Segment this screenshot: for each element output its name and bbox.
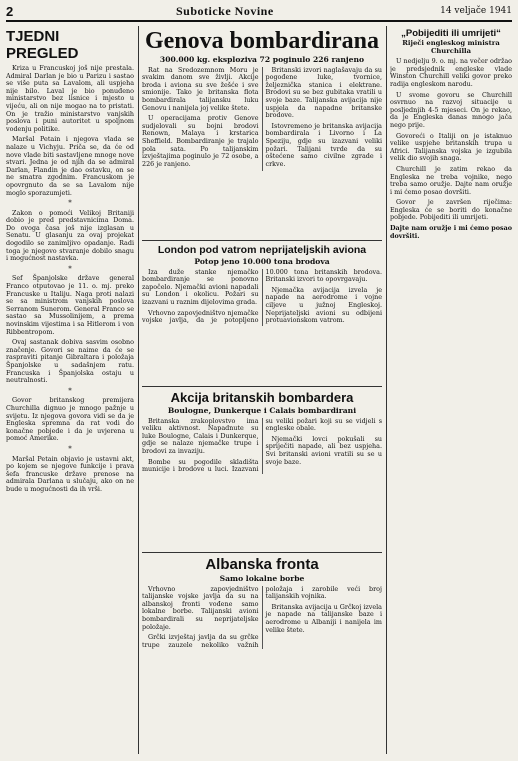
article-paragraph: Istovremeno je britanska avijacija bombardirala i Livorno i La Speziju, gdje su izazvani veliki požari. Talijani tvrde da su oštećene samo civilne zgrade i crkve.	[265, 121, 382, 168]
article-paragraph: Govoreći o Italiji on je istaknuo velike uspjehe britanskih trupa u Africi. Talijanska vojska je izgubila velik dio svojih snaga.	[390, 131, 512, 163]
article-paragraph: Zakon o pomoći Velikoj Britaniji dobio je pred predstavnicima Doma. Do ovoga časa još nije izglasan u Senatu. U glasanju za ovaj projekat dogodilo se zanimljivo opadanje. Radi toga je njegovo stvaranje dobilo snagu i mogućnost nastavka.	[6, 208, 134, 263]
article-paragraph: Sef Španjolske države general Franco otputovao je 11. o. mj. preko Francuske u Italiju. Naga proti nalazi se sa ministrom vanjskih poslova Serranom Sunerom. General Franco se sastao sa Mussolinijem, a prema novinskim vijestima i sa Hitlerom i von Ribbentropom.	[6, 274, 134, 336]
london-headline: London pod vatrom neprijateljskih aviona	[157, 244, 367, 256]
weekly-review-title: TJEDNI PREGLED	[6, 28, 79, 62]
akcija-article	[142, 390, 382, 550]
genova-headline: Genova bombardirana	[144, 28, 380, 54]
article-paragraph: Govor britanskog premijera Churchilla dignuo je mnogo pažnje u svijetu. Iz njegova govora vidi se da je Engleska spremna da rat vodi do konačne pobjede i da je uvjerena u pomoć Amerike.	[6, 396, 134, 443]
article-paragraph: Grčki izvještaj javlja da su grčke trupe zauzele nekoliko važnih položaja i zarobile veći broj talijanskih vojnika.	[142, 584, 382, 649]
genova-body	[142, 67, 382, 172]
article-paragraph: Rat na Sredozemnom Moru je svakim danom sve življi. Akcije broda i aviona su sve žešće i sve smionije. Tako je britanska flota bombardirala talijansku luku Genovu i nanijela joj velike štete.	[142, 65, 259, 112]
article-paragraph: Churchill je zatim rekao da Engleska ne treba vojnike, nego treba samo oružje. Dajte nam oružje i mi ćemo posao dovršiti.	[390, 164, 512, 196]
london-article	[142, 244, 382, 384]
article-paragraph: U operacijama protiv Genove sudjelovali su bojni brodovi Renown, Malaya i krstarica Sheffield. Bombardiranje je trajalo pola sata. Po talijanskim izvještajima poginulo je 72 osobe, a 226 je ranjeno.	[142, 114, 259, 168]
paper-name: Suboticke Novine	[176, 4, 274, 18]
article-paragraph: Bombe su pogodile skladišta municije i brodove u luci. Izazvani su veliki požari koji su se vidjeli s engleske obale.	[142, 416, 382, 474]
article-paragraph: Britanski izvori naglašavaju da su pogođene luke, tvornice, željeznička stanica i elektrane. Brodovi su se bez gubitaka vratili u svoje baze. Talijanska avijacija nije uspjela da napadne britanske brodove.	[265, 65, 382, 120]
article-paragraph: U nedjelju 9. o. mj. na večer održao je predsjednik engleske vlade Winston Churchill veliki govor preko radija engleskom narodu.	[390, 57, 512, 88]
right-column	[390, 28, 512, 756]
divider	[142, 552, 382, 553]
article-paragraph: Maršal Petain objavio je ustavni akt, po kojem se njegove funkcije i prava šefa francuske države prenose na admirala Darlana u slučaju, ako on ne bude u mogućnosti da ih vrši.	[6, 454, 134, 493]
article-paragraph: Njemačka avijacija izvela je napade na aerodrome i vojne ciljeve u južnoj Engleskoj. Neprijateljski avioni su odbijeni protuavionskom vatrom.	[265, 285, 382, 325]
churchill-subheadline: Riječi engleskog ministra Churchilla	[402, 39, 500, 55]
article-paragraph: Maršal Petain i njegova vlada se nalaze u Vichyju. Priča se, da će od nove vlade biti sastavljene mnoge nove stvari. Jedna je od njih da se admiral Darlan, Flandin je dao ostavku, on se ne smatra zgodnim. Francuskom je opovrgnuto da se sa Lavalom nije moglo sporazumjeti.	[6, 135, 134, 197]
left-column	[6, 28, 134, 758]
separator-star: *	[68, 199, 72, 208]
churchill-headline: „Pobijediti ili umrijeti“	[401, 28, 501, 39]
page-number: 2	[6, 4, 14, 19]
article-paragraph: Govor je završen riječima: Engleska će se boriti do konačne pobjede. Pobijediti ili umrijeti.	[390, 198, 512, 222]
column-rule-left	[138, 26, 139, 754]
divider	[142, 240, 382, 241]
albanska-body	[142, 586, 382, 650]
article-paragraph: U svome govoru se Churchill osvrnuo na razvoj situacije u posljednjih 4-5 mjeseci. On je rekao, da je Engleska danas mnogo jača nego prije.	[390, 90, 512, 129]
london-body	[142, 269, 382, 327]
article-paragraph: Britanska zrakoplovstvo ima veliku aktivnost. Napadnute su luke Boulogne, Calais i Dunkerque, gdje se nalaze njemačke trupe i brodovi za invaziju.	[142, 416, 259, 455]
column-rule-right	[386, 26, 387, 754]
albanska-subheadline: Samo lokalne borbe	[219, 574, 305, 583]
article-paragraph: Njemački lovci pokušali su spriječiti napade, ali bez uspjeha. Svi britanski avioni vratili su se u svoje baze.	[265, 434, 382, 466]
closing-quote: Dajte nam oružje i mi ćemo posao dovršiti.	[390, 224, 512, 240]
genova-subheadline: 300.000 kg. eksploziva 72 poginulo 226 ranjeno	[159, 55, 365, 64]
separator-star: *	[68, 264, 72, 273]
albanska-article	[142, 556, 382, 756]
article-paragraph: Britanska avijacija u Grčkoj izvela je napade na talijanske baze i aerodrome u Albaniji i nanijela im velike štete.	[265, 602, 382, 634]
separator-star: *	[68, 444, 72, 453]
albanska-headline: Albanska fronta	[205, 556, 319, 573]
akcija-subheadline: Boulogne, Dunkerque i Calais bombardirani	[167, 406, 357, 415]
issue-date: 14 veljače 1941	[440, 6, 512, 16]
genova-article	[142, 28, 382, 238]
article-paragraph: Kriza u Francuskoj još nije prestala. Admiral Darlan je bio u Parizu i sastao se više puta sa Lavalom, ali uspjeha nije bilo. Laval je bio ponuđeno ministarstvo bez lisnice i mjesto u vijeću, ali on nije mogao na to pristati. On je tražio ministarstvo vanjskih poslova i puni autoritet u spoljnom vodenju politike.	[6, 64, 134, 133]
article-paragraph: Ovaj sastanak dobiva sasvim osobno značenje. Govori se naime da će se raspraviti pitanje Gibraltara i položaja Španjolske u sadašnjem ratu. Francuska i Španjolska ostaju u neutralnosti.	[6, 338, 134, 385]
divider	[142, 386, 382, 387]
akcija-headline: Akcija britanskih bombardera	[170, 390, 354, 405]
akcija-body	[142, 418, 382, 474]
article-paragraph: Iza duže stanke njemačko bombardiranje se ponovno započelo. Njemački avioni napadali su London i okolicu. Požari su izazvani u raznim dijelovima grada.	[142, 267, 259, 306]
masthead	[6, 4, 512, 22]
separator-star: *	[68, 386, 72, 395]
article-paragraph: Vrhovno zapovjedništvo talijanske vojske javlja da su na albanskoj fronti vođene samo lokalne borbe. Talijanski avioni bombardirali su neprijateljske položaje.	[142, 584, 259, 631]
london-subheadline: Potop jeno 10.000 tona brodova	[194, 257, 330, 266]
article-paragraph: Vrhovno zapovjedništvo njemačke vojske javlja, da je potopljeno 10.000 tona britanskih brodova. Britanski izvori to opovrgavaju.	[142, 267, 382, 325]
